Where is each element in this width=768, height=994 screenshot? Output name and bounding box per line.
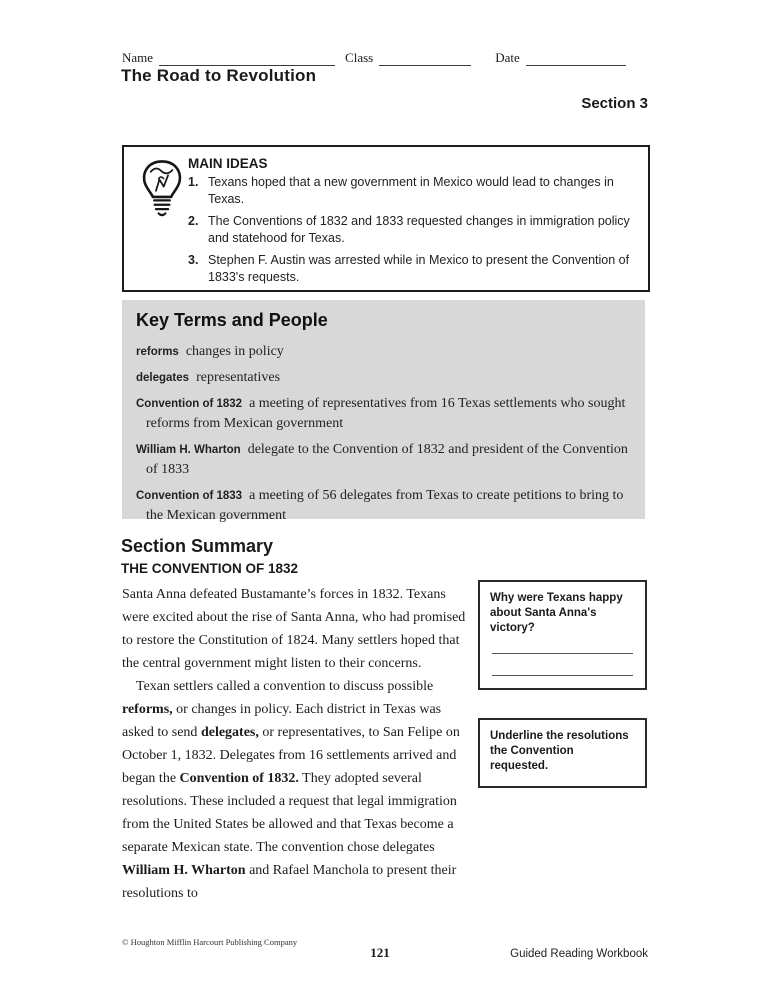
name-class-date-row xyxy=(122,50,650,66)
key-term-entry xyxy=(136,440,629,480)
key-term-entry xyxy=(136,342,629,362)
key-term-name: Convention of 1833 xyxy=(136,490,243,502)
summary-paragraph xyxy=(122,583,470,675)
key-term-definition: a meeting of 56 delegates from Texas to create petitions to bring to the Mexican government xyxy=(146,488,624,523)
date-blank-line xyxy=(526,51,626,66)
main-idea-number: 3. xyxy=(188,253,199,267)
name-label: Name xyxy=(122,50,154,65)
class-blank-line xyxy=(379,51,471,66)
summary-paragraphs xyxy=(122,583,470,905)
bold-key-term: delegates, xyxy=(200,725,259,740)
bold-key-term: Convention of 1832. xyxy=(179,771,299,786)
section-number: Section 3 xyxy=(581,95,648,112)
copyright-notice: © Houghton Mifflin Harcourt Publishing Company xyxy=(122,937,298,947)
key-terms-box xyxy=(122,300,645,523)
key-term-definition: changes in policy xyxy=(178,344,284,359)
key-term-entry xyxy=(136,486,629,526)
body-text: and Rafael Manchola to present their resolutions to xyxy=(122,863,457,901)
main-idea-number: 2. xyxy=(188,214,199,228)
main-idea-item xyxy=(188,174,636,208)
key-term-name: William H. Wharton xyxy=(136,444,241,456)
margin-notes xyxy=(478,580,647,788)
body-text: or changes in policy. Each district in Texas was asked to send xyxy=(122,702,442,740)
margin-note-prompt: Why were Texans happy about Santa Anna's victory? xyxy=(490,592,623,634)
key-term-definition: a meeting of representatives from 16 Texas settlements who sought reforms from Mexican government xyxy=(146,396,626,431)
main-ideas-content xyxy=(188,156,636,291)
key-terms-list xyxy=(136,342,629,526)
workbook-title: Guided Reading Workbook xyxy=(510,948,648,960)
name-blank-line xyxy=(159,51,335,66)
margin-note-prompt: Underline the resolutions the Convention requested. xyxy=(490,730,629,772)
key-term-entry xyxy=(136,394,629,434)
key-term-definition: representatives xyxy=(189,370,281,385)
main-idea-text: Stephen F. Austin was arrested while in Mexico to present the Convention of 1833's requests. xyxy=(208,253,630,284)
main-idea-text: The Conventions of 1832 and 1833 requested changes in immigration policy and statehood for Texas. xyxy=(208,214,630,245)
key-term-name: delegates xyxy=(136,372,190,384)
main-idea-number: 1. xyxy=(188,175,199,189)
main-ideas-list xyxy=(188,174,636,286)
margin-note-box xyxy=(478,718,647,788)
summary-paragraph xyxy=(122,675,470,905)
body-text: Texan settlers called a convention to discuss possible xyxy=(136,679,434,694)
lightbulb-icon xyxy=(136,157,188,223)
main-ideas-heading: MAIN IDEAS xyxy=(188,156,268,171)
bold-key-term: reforms, xyxy=(122,702,173,717)
key-term-name: Convention of 1832 xyxy=(136,398,243,410)
main-ideas-box xyxy=(122,145,650,292)
date-label: Date xyxy=(495,50,520,65)
answer-blank-line xyxy=(492,653,633,654)
convention-1832-subheading: THE CONVENTION OF 1832 xyxy=(121,561,299,576)
page-title: The Road to Revolution xyxy=(121,66,317,85)
key-term-definition: delegate to the Convention of 1832 and president of the Convention of 1833 xyxy=(146,442,628,477)
body-text: or representatives, to San Felipe on October 1, 1832. Delegates from 16 settlements arrived and began the xyxy=(122,725,460,786)
class-label: Class xyxy=(345,50,374,65)
key-term-entry xyxy=(136,368,629,388)
page-number: 121 xyxy=(370,945,390,960)
main-idea-text: Texans hoped that a new government in Mexico would lead to changes in Texas. xyxy=(208,175,614,206)
body-text: Santa Anna defeated Bustamante’s forces in 1832. Texans were excited about the rise of Santa Anna, who had promised to restore the Constitution of 1824. Many settlers hoped that the central government might listen to their concerns. xyxy=(122,587,466,671)
key-terms-heading: Key Terms and People xyxy=(136,310,328,330)
main-idea-item xyxy=(188,213,636,247)
body-text: They adopted several resolutions. These included a request that legal immigration from the United States be allowed and that Texas become a separate Mexican state. The convention chose delegates xyxy=(122,771,457,855)
main-idea-item xyxy=(188,252,636,286)
answer-blank-line xyxy=(492,675,633,676)
bold-key-term: William H. Wharton xyxy=(122,863,246,878)
section-summary-heading: Section Summary xyxy=(121,536,274,556)
key-term-name: reforms xyxy=(136,346,179,358)
margin-note-box xyxy=(478,580,647,690)
